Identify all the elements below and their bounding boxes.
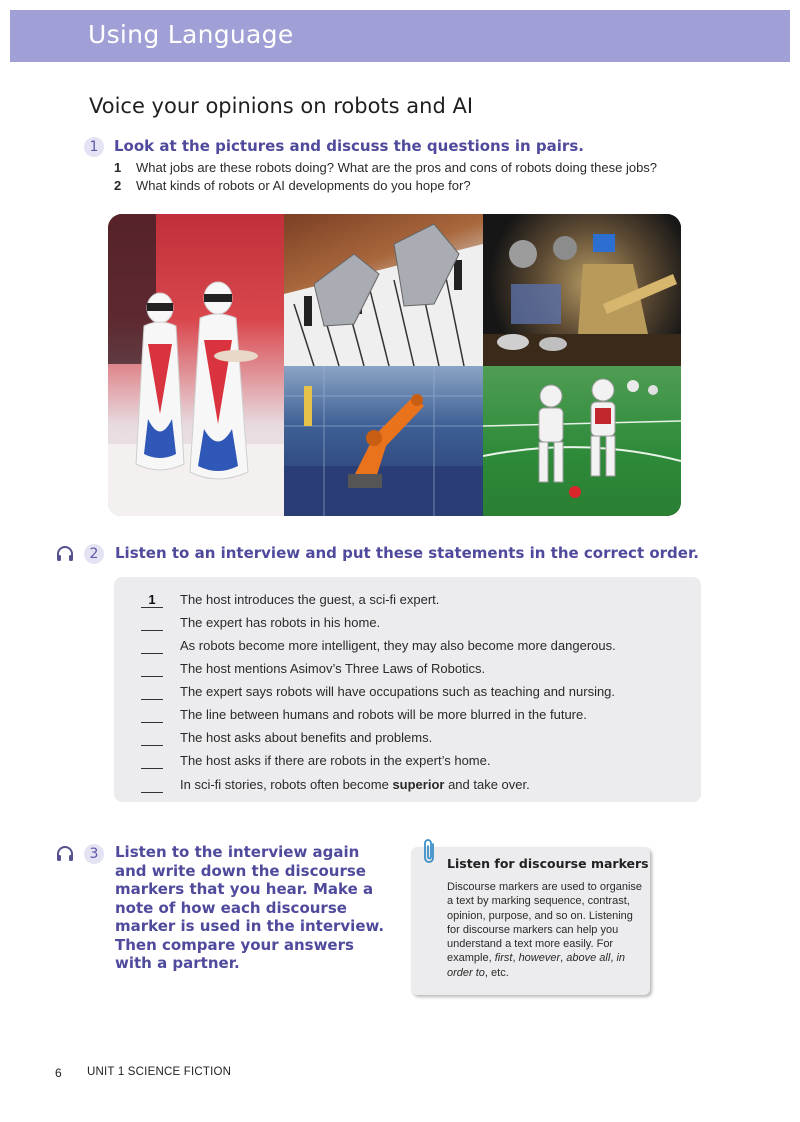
statement: The host mentions Asimov’s Three Laws of Robotics. (180, 661, 486, 676)
tip-separator: , (512, 952, 519, 965)
page-title: Voice your opinions on robots and AI (89, 94, 474, 118)
answer-blank[interactable] (141, 730, 163, 746)
task-2-heading: Listen to an interview and put these statements in the correct order. (115, 544, 699, 562)
statement: The host introduces the guest, a sci-fi expert. (180, 592, 440, 607)
robot-photo-collage (108, 214, 681, 516)
task-2-number: 2 (84, 544, 104, 564)
task-1-heading: Look at the pictures and discuss the questions in pairs. (114, 137, 584, 155)
answer-blank[interactable] (141, 615, 163, 631)
question-1 (114, 160, 657, 175)
tip-example: above all (566, 952, 611, 965)
paperclip-icon (421, 838, 439, 866)
unit-label: UNIT 1 SCIENCE FICTION (87, 1066, 232, 1078)
tip-text: , etc. (484, 966, 509, 979)
statement: The expert has robots in his home. (180, 615, 381, 630)
answer-blank[interactable] (141, 638, 163, 654)
answer-blank[interactable] (141, 777, 163, 793)
answer-blank[interactable] (141, 684, 163, 700)
tip-example: in order to (447, 952, 625, 979)
question-2 (114, 178, 471, 193)
photo-waiter-robots (108, 214, 284, 516)
headphones-icon (55, 544, 75, 564)
tip-separator: , (560, 952, 567, 965)
photo-piano-robot-hands (284, 214, 483, 366)
task-1-number: 1 (84, 137, 104, 157)
statement: The host asks about benefits and problems. (180, 730, 433, 745)
section-title: Using Language (88, 20, 294, 49)
tip-box (411, 847, 650, 995)
tip-separator: , (610, 952, 617, 965)
statement: The host asks if there are robots in the expert’s home. (180, 753, 491, 768)
question-1-text: What jobs are these robots doing? What are the pros and cons of robots doing these jobs? (136, 160, 658, 175)
task-3-instructions: Listen to the interview again and write down the discourse markers that you hear. Make a note of how each discourse marker is used in the interview. Then compare your answers with a partner. (115, 843, 385, 972)
tip-example: first (494, 952, 513, 965)
question-2-text: What kinds of robots or AI developments do you hope for? (136, 178, 471, 193)
answer-blank[interactable]: 1 (141, 592, 163, 608)
tip-text: Discourse markers are used to organise a text by marking sequence, contrast, opinion, purpose, and so on. Listening for discourse markers can help you understand a text more easily. For example, (447, 881, 643, 965)
keyword-superior: superior (392, 777, 445, 792)
statement: As robots become more intelligent, they may also become more dangerous. (180, 638, 616, 653)
tip-body (447, 880, 645, 980)
headphones-icon (55, 844, 75, 864)
tip-example: however (518, 952, 561, 965)
question-1-number: 1 (114, 160, 122, 175)
statement-part: and take over. (444, 777, 530, 792)
answer-blank[interactable] (141, 707, 163, 723)
question-2-number: 2 (114, 178, 122, 193)
photo-robot-band (483, 214, 681, 366)
answer-blank[interactable] (141, 661, 163, 677)
statement: The line between humans and robots will be more blurred in the future. (180, 707, 587, 722)
tip-title: Listen for discourse markers (447, 856, 649, 871)
answer-blank[interactable] (141, 753, 163, 769)
statement: The expert says robots will have occupations such as teaching and nursing. (180, 684, 616, 699)
statement (180, 777, 530, 792)
page-number: 6 (55, 1066, 62, 1080)
task-3-number: 3 (84, 844, 104, 864)
photo-industrial-robot-arm (284, 366, 483, 516)
statement-part: In sci-fi stories, robots often become (180, 777, 393, 792)
photo-soccer-robots (483, 366, 681, 516)
header-band (10, 10, 790, 62)
